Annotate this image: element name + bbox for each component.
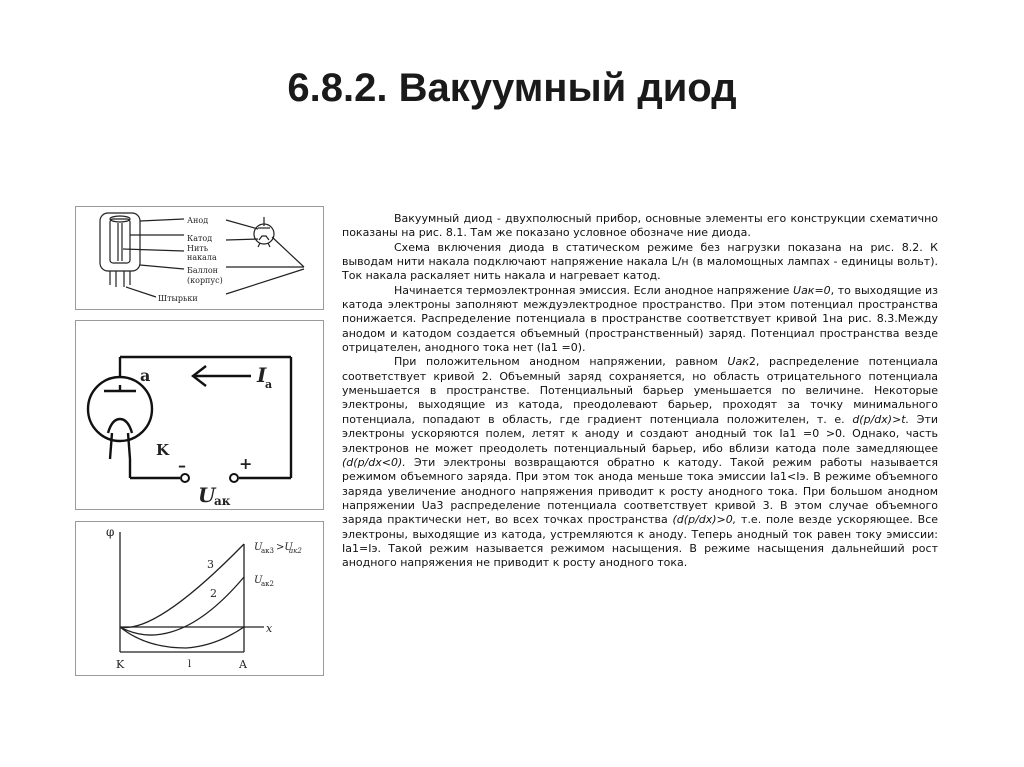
label-l: l <box>188 659 192 670</box>
terminal-minus <box>181 474 189 482</box>
curve-3 <box>120 544 244 628</box>
anode-cylinder <box>110 219 130 263</box>
label-uak2: U <box>254 575 263 586</box>
paragraph-4: При положительном анодном напряжении, равном Uак2, распределение потенциала соответствует кривой 2. Объемный заряд сохраняется, но область отрицательного потенциала уменьшается в пространстве. Потенциальный барьер уменьшается по величине. Некоторые электроны, выходящие из катода, преодолевают барьер, проходят за точку минимального потенциала, попадают в область, где градиент потенциала положителен, т. е. d(p/dx)>t. Эти электроны ускоряются полем, летят к аноду и создают анодный ток Ia1 =0 >0. Однако, часть электронов не может преодолеть потенциальный барьер, ибо вблизи катода поле замедляющее (d(p/dx<0). Эти электроны возвращаются обратно к катоду. Такой режим работы называется режимом объемного заряда. При этом ток анода меньше тока эмиссии Ia1<Iэ. В режиме объемного заряда увеличение анодного напряжения приводит к росту анодного тока. При большом анодном напряжении Ua3 распределение потенциала соответствует кривой 3. В этом случае объемного заряда практически нет, во всех точках пространства (d(p/dx)>0, т.е. поле везде ускоряющее. Все электроны, выходящие из катода, устремляются к аноду. Теперь анодный ток равен току эмиссии: Ia1=Iэ. Такой режим называется режимом насыщения. В режиме насыщения дальнейший рост анодного напряжения не приводит к росту анодного тока. <box>342 355 939 570</box>
label-anod: Анод <box>187 216 209 225</box>
label-curve-3: 3 <box>207 558 214 571</box>
label-uak: U <box>198 483 216 507</box>
page-title: 6.8.2. Вакуумный диод <box>287 66 737 110</box>
label-nakala: накала <box>187 253 217 262</box>
label-ballon: Баллон <box>187 266 218 275</box>
label-katod: Катод <box>187 234 213 243</box>
paragraph-3: Начинается термоэлектронная эмиссия. Если анодное напряжение Uак=0, то выходящие из катода электроны заполняют междуэлектродное пространство. При этом потенциал пространства понижается. Распределение потенциала в пространстве соответствует кривой 1на рис. 8.3.Между анодом и катодом создается объемный (пространственный) заряд. Потенциал пространства везде отрицателен, анодного тока нет (Ia1 =0). <box>342 283 938 355</box>
diode-symbol-icon <box>254 224 274 244</box>
terminal-plus <box>230 474 238 482</box>
label-curve-2: 2 <box>210 587 217 600</box>
label-uak-sub: ак <box>214 494 231 508</box>
label-x: x <box>266 622 273 635</box>
label-cathode-k: K <box>156 441 170 459</box>
body-text <box>342 212 938 571</box>
label-phi: φ <box>106 525 115 539</box>
label-nit: Нить <box>187 244 209 253</box>
label-uak3: U <box>254 542 263 553</box>
figure-circuit <box>75 320 324 510</box>
paragraph-1: Вакуумный диод - двухполюсный прибор, основные элементы его конструкции схематично показаны на рис. 8.1. Там же показано условное обозначе ние диода. <box>342 212 938 240</box>
label-uak2b-sub: ак2 <box>289 547 302 555</box>
curve-2 <box>120 577 244 635</box>
label-gt-u: >U <box>276 542 293 553</box>
label-current-ia: I <box>257 363 267 387</box>
label-korpus: (корпус) <box>187 276 223 285</box>
label-uak2-sub: ак2 <box>261 580 275 588</box>
figure-diode-construction <box>75 206 324 310</box>
circuit-drawing <box>76 321 323 509</box>
figure-potential-graph <box>75 521 324 676</box>
label-minus: – <box>178 456 186 475</box>
label-shtyrki: Штырьки <box>158 294 198 303</box>
curve-1 <box>120 627 244 648</box>
potential-graph-drawing <box>76 522 323 675</box>
label-k: K <box>116 658 125 671</box>
label-a: A <box>239 658 247 671</box>
label-anode-a: a <box>140 366 151 385</box>
diode-construction-drawing <box>76 207 323 309</box>
paragraph-2: Схема включения диода в статическом режиме без нагрузки показана на рис. 8.2. К выводам нити накала подключают напряжение накала L/н (в маломощных лампах - единицы вольт). Ток накала раскаляет нить накала и нагревает катод. <box>342 240 938 283</box>
label-uak3-sub: ак3 <box>261 547 275 555</box>
label-current-ia-sub: a <box>265 378 273 391</box>
label-plus: + <box>239 454 253 473</box>
